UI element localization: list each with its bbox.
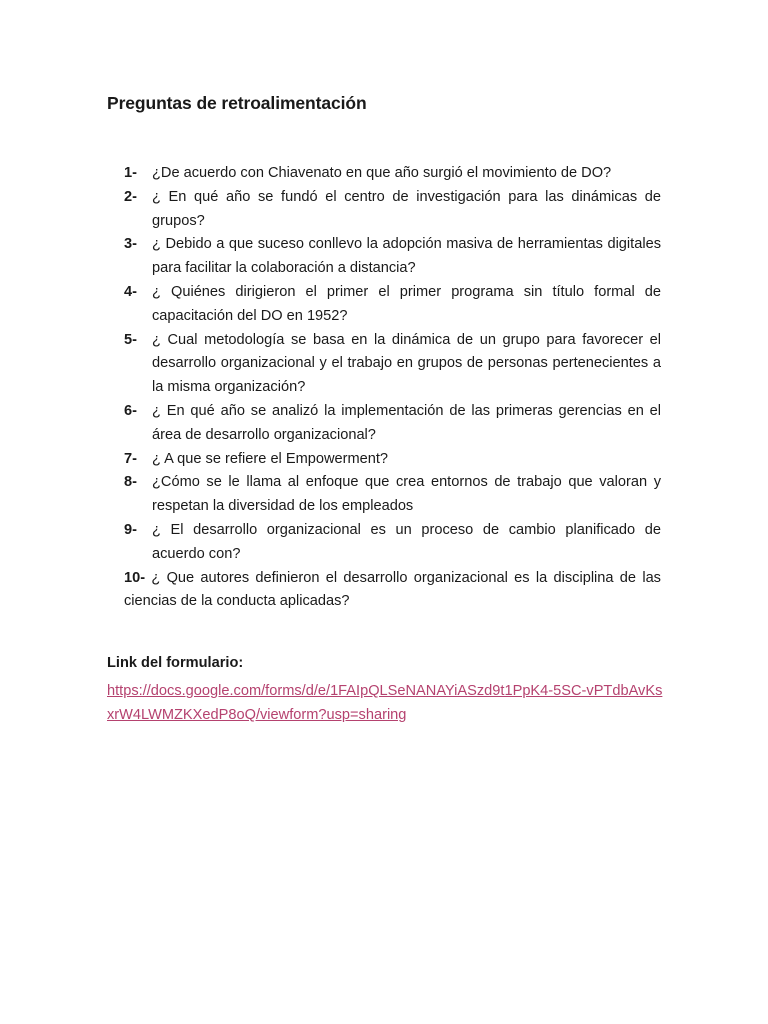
question-item (124, 471, 661, 519)
question-text: ¿Cómo se le llama al enfoque que crea entornos de trabajo que valoran y respetan la diversidad de los empleados (152, 474, 661, 515)
question-number: 2- (124, 188, 137, 205)
question-item (124, 329, 661, 400)
question-text: ¿ A que se refiere el Empowerment? (152, 450, 389, 467)
question-item (124, 567, 661, 615)
question-item (124, 233, 661, 281)
question-item (124, 519, 661, 567)
question-number: 1- (124, 165, 137, 181)
question-text: ¿ En qué año se analizó la implementación de las primeras gerencias en el área de desarrollo organizacional? (152, 402, 661, 443)
question-text: ¿ Que autores definieron el desarrollo organizacional es la disciplina de las ciencias de la conducta aplicadas? (124, 569, 661, 610)
question-number: 3- (124, 236, 137, 253)
form-link[interactable]: https://docs.google.com/forms/d/e/1FAIpQLSeNANAYiASzd9t1PpK4-5SC-vPTdbAvKsxrW4LWMZKXedP8oQ/viewform?usp=sharing (107, 683, 663, 723)
question-number: 8- (124, 474, 137, 491)
document-title: Preguntas de retroalimentación (107, 93, 367, 113)
question-text: ¿De acuerdo con Chiavenato en que año surgió el movimiento de DO? (152, 165, 612, 181)
question-text: ¿ Debido a que suceso conllevo la adopción masiva de herramientas digitales para facilitar la colaboración a distancia? (152, 236, 661, 277)
question-item (124, 400, 661, 448)
form-link-label: Link del formulario: (107, 655, 244, 671)
question-text: ¿ El desarrollo organizacional es un proceso de cambio planificado de acuerdo con? (152, 521, 661, 562)
question-number: 4- (124, 283, 137, 300)
question-number: 10- (124, 569, 146, 586)
question-list (124, 162, 661, 614)
question-number: 5- (124, 331, 137, 348)
question-item (124, 162, 661, 186)
question-number: 7- (124, 450, 137, 467)
question-text: ¿ Cual metodología se basa en la dinámica de un grupo para favorecer el desarrollo organizacional y el trabajo en grupos de personas pertenecientes a la misma organización? (152, 331, 661, 396)
question-number: 6- (124, 402, 137, 419)
question-text: ¿ Quiénes dirigieron el primer el primer programa sin título formal de capacitación del DO en 1952? (152, 283, 661, 324)
question-text: ¿ En qué año se fundó el centro de investigación para las dinámicas de grupos? (152, 188, 661, 229)
question-item (124, 281, 661, 329)
question-item (124, 448, 661, 472)
question-number: 9- (124, 521, 137, 538)
question-item (124, 186, 661, 234)
